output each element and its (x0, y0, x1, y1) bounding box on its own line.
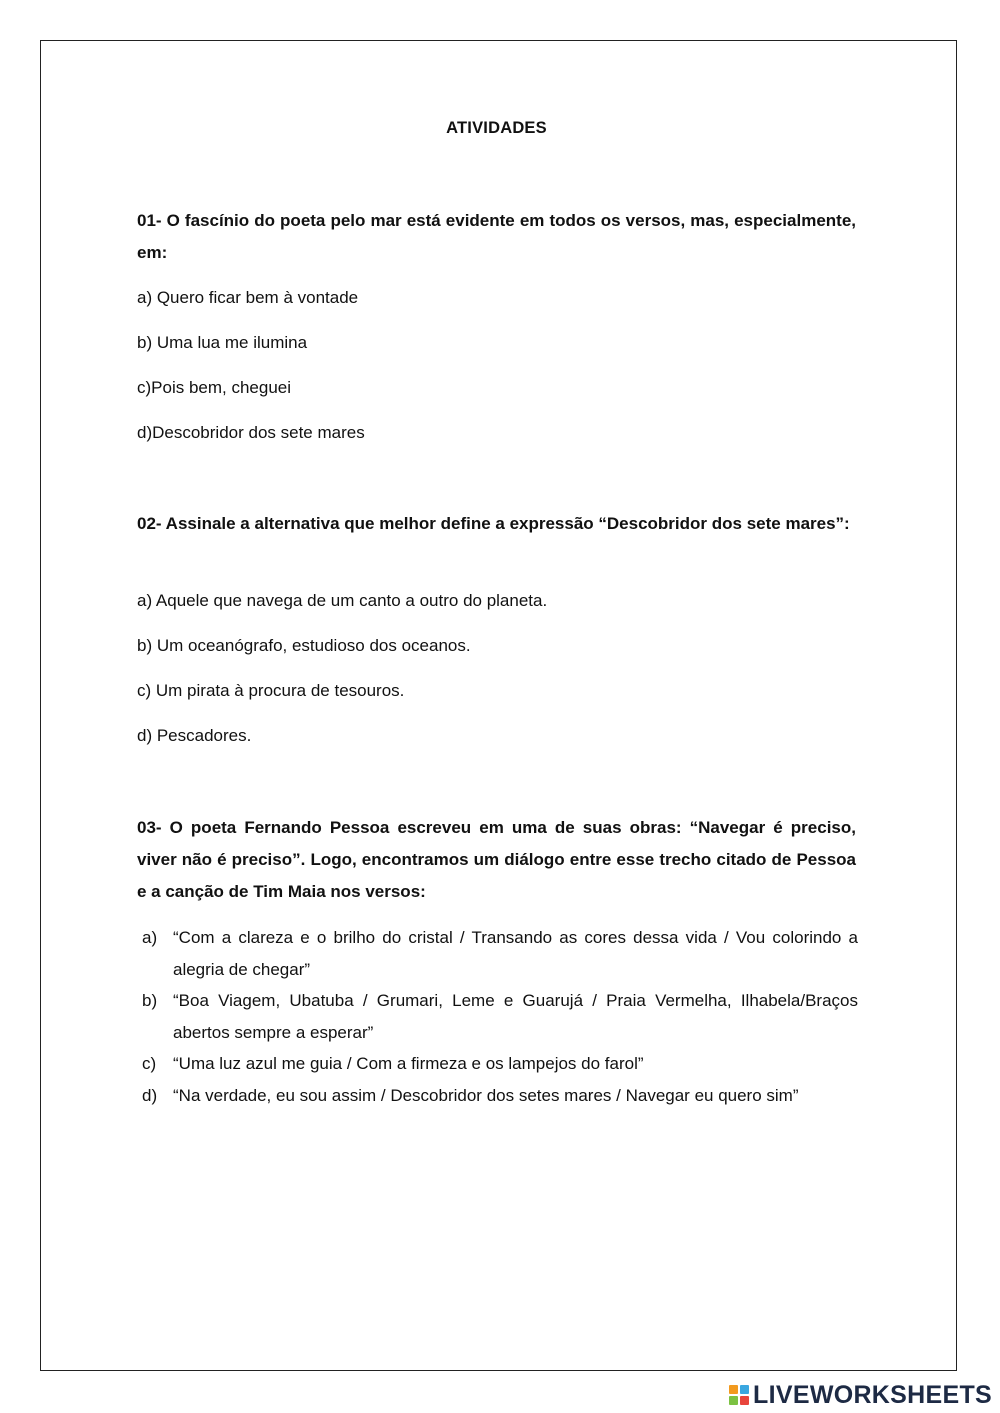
question-1-option-a: a) Quero ficar bem à vontade (137, 288, 359, 307)
question-3-option-d (142, 1080, 858, 1112)
question-2-options (137, 591, 856, 771)
question-3-options (142, 922, 858, 1111)
page-title: ATIVIDADES (446, 119, 547, 137)
option-letter: a) (142, 928, 158, 947)
question-3-heading: 03- O poeta Fernando Pessoa escreveu em uma de suas obras: “Navegar é preciso, viver não é preciso”. Logo, encontramos um diálogo entre esse trecho citado de Pessoa e a canção de Tim Maia nos versos: (137, 818, 856, 901)
option-text: “Uma luz azul me guia / Com a firmeza e os lampejos do farol” (173, 1054, 644, 1073)
option-text: “Com a clareza e o brilho do cristal / Transando as cores dessa vida / Vou colorindo a alegria de chegar” (173, 928, 858, 979)
option-letter: b) (142, 991, 158, 1010)
question-3-option-b (142, 985, 858, 1048)
logo-square (729, 1396, 738, 1405)
question-1-option-d: d)Descobridor dos sete mares (137, 423, 365, 442)
logo-icon (729, 1385, 749, 1405)
option-text: “Na verdade, eu sou assim / Descobridor dos setes mares / Navegar eu quero sim” (173, 1085, 799, 1105)
question-3 (137, 812, 856, 908)
logo-square (729, 1385, 738, 1394)
question-2-option-c: c) Um pirata à procura de tesouros. (137, 681, 405, 700)
logo-square (740, 1385, 749, 1394)
question-3-option-a (142, 922, 858, 985)
question-2-option-b: b) Um oceanógrafo, estudioso dos oceanos. (137, 636, 471, 655)
option-letter: d) (142, 1085, 158, 1105)
question-1-option-c: c)Pois bem, cheguei (137, 378, 292, 397)
question-2 (137, 508, 856, 540)
logo-square (740, 1396, 749, 1405)
question-1-option-b: b) Uma lua me ilumina (137, 333, 308, 352)
question-2-option-a: a) Aquele que navega de um canto a outro do planeta. (137, 591, 548, 610)
question-1 (137, 205, 856, 269)
question-3-option-c (142, 1048, 858, 1080)
question-1-heading: 01- O fascínio do poeta pelo mar está evidente em todos os versos, mas, especialmente, em: (137, 211, 856, 262)
question-1-options (137, 288, 856, 468)
question-2-heading: 02- Assinale a alternativa que melhor define a expressão “Descobridor dos sete mares”: (137, 514, 850, 533)
logo-text: LIVEWORKSHEETS (753, 1380, 992, 1409)
liveworksheets-logo[interactable] (729, 1381, 992, 1409)
option-text: “Boa Viagem, Ubatuba / Grumari, Leme e Guarujá / Praia Vermelha, Ilhabela/Braços abertos sempre a esperar” (173, 991, 858, 1042)
question-2-option-d: d) Pescadores. (137, 726, 252, 745)
option-letter: c) (142, 1054, 157, 1073)
